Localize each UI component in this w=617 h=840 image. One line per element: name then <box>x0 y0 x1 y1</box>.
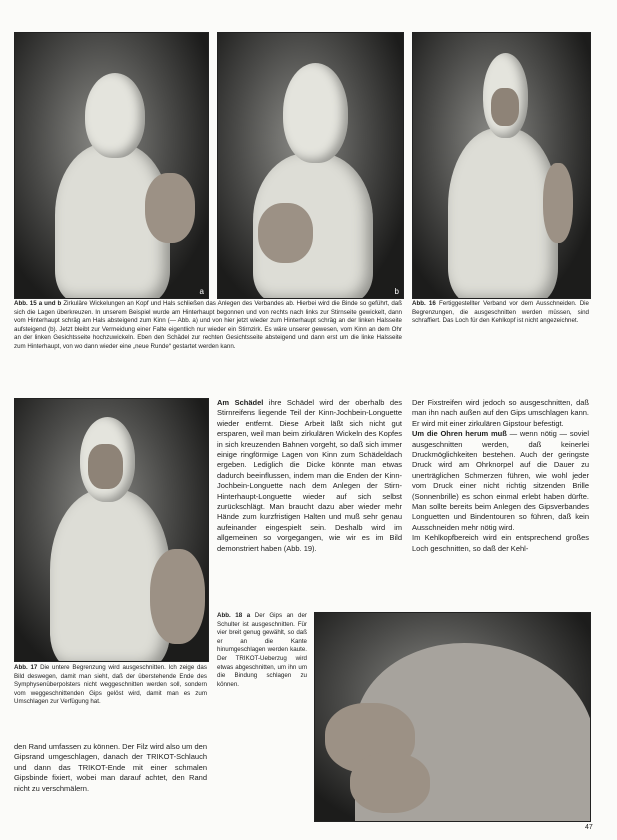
photo-fig18 <box>314 612 591 822</box>
caption-fig17-label: Abb. 17 <box>14 664 38 671</box>
middle-paragraph <box>217 398 402 554</box>
right-paragraph-1: Der Fixstreifen wird jedoch so ausgeschnitten, daß man ihn nach außen auf den Gips umschlagen kann. Er wird mit einer zirkulären Gipstour befestigt. <box>412 398 589 428</box>
middle-text: ihre Schädel wird der oberhalb des Stirnreifens liegende Teil der Kinn-Jochbein-Longuette wieder entfernt. Diese Arbeit läßt sich nicht gut ersparen, weil man beim zirkulären Wickeln des Kopfes in sich kreuzenden Bahnen vorgeht, so daß sich immer einige ringförmige Lagen von Kinn zum Schädeldach ergeben. Lediglich die Dicke könnte man etwas dadurch beeinflussen, indem man die Enden der Kinn-Jochbein-Longuette nach dem Anlegen der Stirn-Hinterhaupt-Longuette wieder auf sich selbst zurückschlägt. Man braucht dazu aber wieder mehr Hände zum kurzfristigen Halten und muß sehr genau aufeinander eingespielt sein. Deshalb wird im allgemeinen so vorgegangen, wie wir es im Bild demonstriert haben (Abb. 19). <box>217 398 402 553</box>
caption-fig16-text: Fertiggestellter Verband vor dem Ausschneiden. Die Begrenzungen, die ausgeschnitten werden müssen, sind schraffiert. Das Loch für den Kehlkopf ist nicht angezeichnet. <box>412 300 589 325</box>
caption-fig18-label: Abb. 18 a <box>217 612 251 619</box>
body-text-middle <box>217 398 402 554</box>
caption-fig15-label: Abb. 15 a und b <box>14 300 62 307</box>
caption-fig17-text: Die untere Begrenzung wird ausgeschnitten. Ich zeige das Bild deswegen, damit man sieht, daß der überstehende Ende des Symphysenüberpolsters nicht weggeschnitten werden soll, sondern vom weggeschnittenden Gips gelöst wird, damit man es zum Umschlagen zur Verfügung hat. <box>14 664 207 706</box>
right-paragraph-2 <box>412 429 589 533</box>
right-lead: Um die Ohren herum muß <box>412 429 507 439</box>
caption-fig15-text: Zirkuläre Wickelungen an Kopf und Hals schließen das Anlegen des Verbandes ab. Hierbei wird die Binde so geführt, daß sich die Lagen überkreuzen. In unserem Beispiel wurde am Hinterhaupt begonnen und von rechts nach links zur Stirnseite gewickelt, dann vom Hinterhaupt schräg am Hals absteigend zum Kinn (— Abb. a) und von hier jetzt wieder zum Hinterhaupt schräg an der linken Halsseite aufsteigend (b). Jetzt bleibt zur Vermeidung einer Falte eigentlich nur wieder ein Stirnzirk. Es wäre unserer gewesen, vom Kinn an dem Ohr an der linken Gesichtsseite hochzuwickeln. Eben den Schädel zur rechten Gesichtsseite absteigend und dann erst um die linke Halsseite zum Hinterhaupt, von wo dann wieder eine „neue Runde“ gestartet werden kann. <box>14 300 402 350</box>
bottom-left-paragraph: den Rand umfassen zu können. Der Filz wird also um den Gipsrand umgeschlagen, danach der TRIKOT-Schlauch und dann das TRIKOT-Ende mit einer schmalen Gipsbinde fixiert, wobei man darauf achtet, den Rand nicht zu verschmälern. <box>14 742 207 793</box>
body-text-right <box>412 398 589 554</box>
photo-fig16 <box>412 32 591 299</box>
caption-fig16 <box>412 300 589 326</box>
caption-fig15 <box>14 300 402 352</box>
photo-label-b: b <box>394 287 399 296</box>
right-text-2: — wenn nötig — soviel ausgeschnitten werden, daß keinerlei Druckmöglichkeiten bestehen. Auch der geringste Druck wird am Ohrknorpel auf die Dauer zu unerträglichen Schmerzen führen, wie wohl jeder vom Druck einer nicht richtig sitzenden Brille (Sonnenbrille) es schon einmal erlebt haben dürfte. Man sollte bereits beim Anlegen des Gipsverbandes Longuetten und Bindentouren so führen, daß kein Ausschneiden mehr nötig wird. <box>412 429 589 532</box>
body-text-bottom-left <box>14 742 207 794</box>
caption-fig16-label: Abb. 16 <box>412 300 436 307</box>
middle-lead: Am Schädel <box>217 398 264 407</box>
photo-fig15b <box>217 32 404 299</box>
right-paragraph-3: Im Kehlkopfbereich wird ein entsprechend großes Loch geschnitten, so daß der Kehl- <box>412 533 589 553</box>
caption-fig18-text: Der Gips an der Schulter ist ausgeschnitten. Für vier breit genug gewählt, so daß er an die Kante hinumgeschlagen werden kaute. Der TRIKOT-Ueberzug wird etwas abgeschnitten, um ihn um die Bindung schlagen zu können. <box>217 612 307 688</box>
photo-label-a: a <box>199 287 204 296</box>
caption-fig17 <box>14 664 207 707</box>
caption-fig18 <box>217 612 307 689</box>
page-number: 47 <box>585 824 593 831</box>
photo-fig17 <box>14 398 209 662</box>
photo-fig15a <box>14 32 209 299</box>
